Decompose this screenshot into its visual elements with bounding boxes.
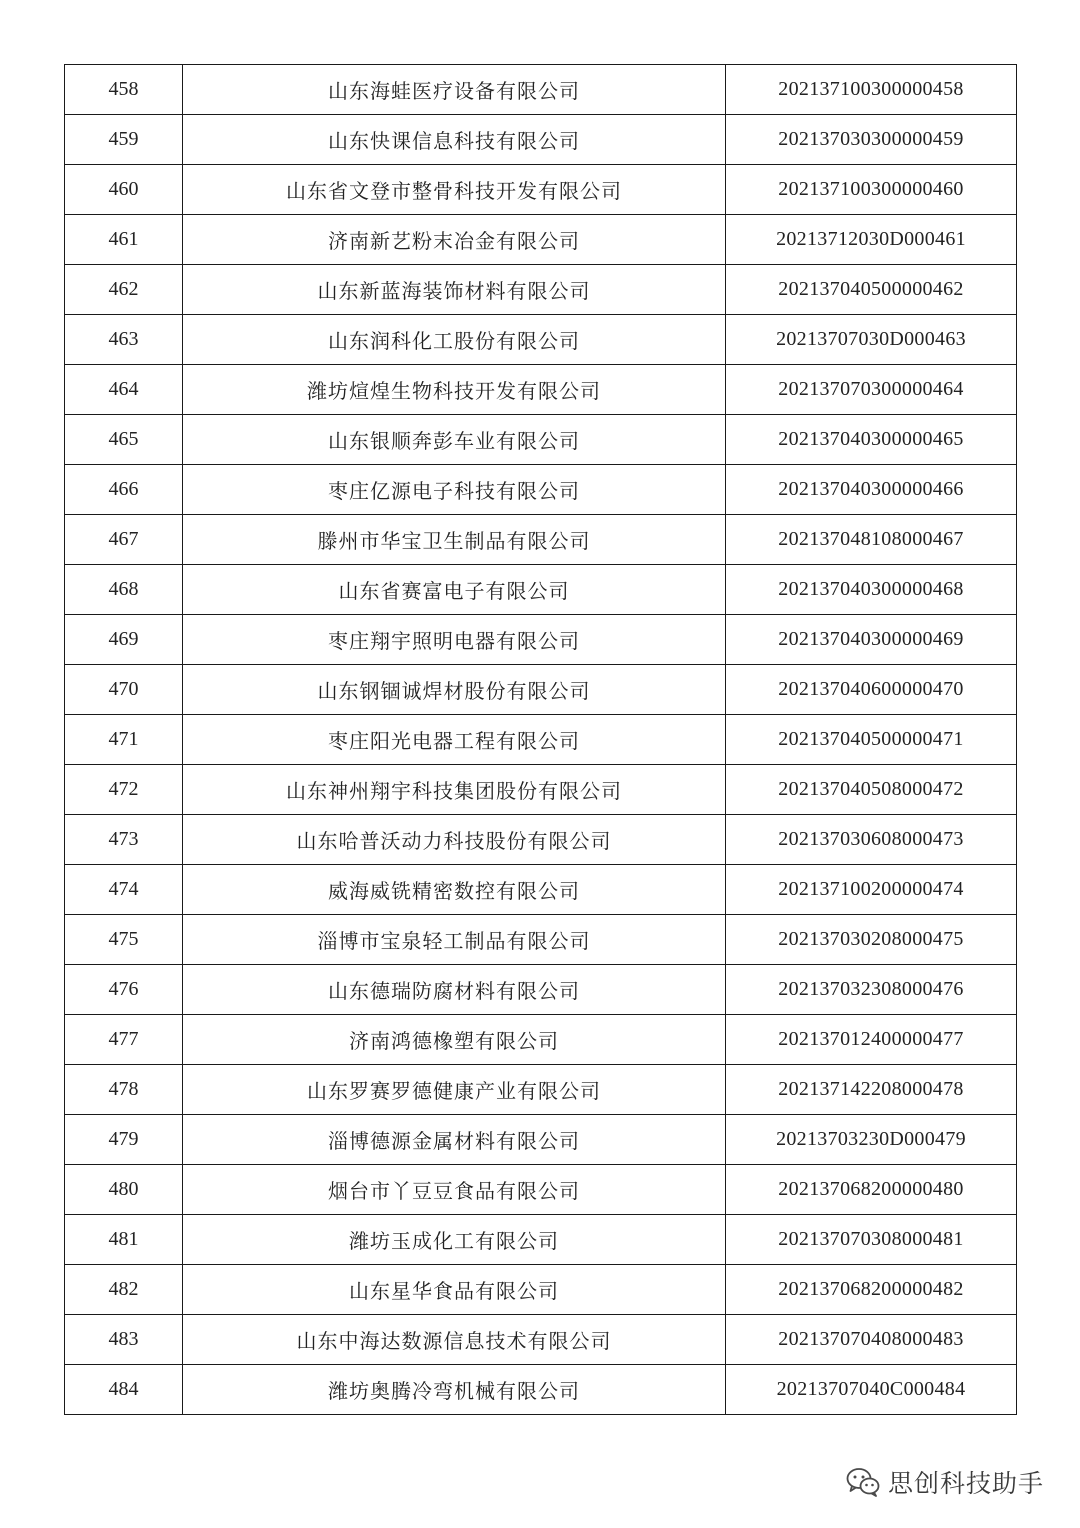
table-row xyxy=(65,215,1017,265)
row-number-cell: 469 xyxy=(65,615,183,665)
registration-code-cell: 20213707030D000463 xyxy=(726,315,1017,365)
enterprise-list-table xyxy=(64,64,1017,1415)
row-number-cell: 461 xyxy=(65,215,183,265)
company-name-cell: 济南鸿德橡塑有限公司 xyxy=(183,1015,726,1065)
table-row xyxy=(65,265,1017,315)
row-number-cell: 470 xyxy=(65,665,183,715)
registration-code-cell: 20213712030D000461 xyxy=(726,215,1017,265)
registration-code-cell: 20213707040C000484 xyxy=(726,1365,1017,1415)
registration-code-cell: 202137142208000478 xyxy=(726,1065,1017,1115)
registration-code-cell: 202137070408000483 xyxy=(726,1315,1017,1365)
registration-code-cell: 202137048108000467 xyxy=(726,515,1017,565)
registration-code-cell: 202137032308000476 xyxy=(726,965,1017,1015)
watermark xyxy=(846,1462,1044,1502)
table-row xyxy=(65,1165,1017,1215)
table-row xyxy=(65,515,1017,565)
row-number-cell: 460 xyxy=(65,165,183,215)
row-number-cell: 476 xyxy=(65,965,183,1015)
company-name-cell: 山东海蛙医疗设备有限公司 xyxy=(183,65,726,115)
company-name-cell: 山东省赛富电子有限公司 xyxy=(183,565,726,615)
company-name-cell: 枣庄阳光电器工程有限公司 xyxy=(183,715,726,765)
row-number-cell: 482 xyxy=(65,1265,183,1315)
registration-code-cell: 202137040300000466 xyxy=(726,465,1017,515)
registration-code-cell: 202137030608000473 xyxy=(726,815,1017,865)
wechat-icon xyxy=(846,1467,880,1497)
registration-code-cell: 202137100300000460 xyxy=(726,165,1017,215)
row-number-cell: 481 xyxy=(65,1215,183,1265)
company-name-cell: 山东银顺奔彭车业有限公司 xyxy=(183,415,726,465)
table-row xyxy=(65,65,1017,115)
registration-code-cell: 202137040300000465 xyxy=(726,415,1017,465)
company-name-cell: 山东省文登市整骨科技开发有限公司 xyxy=(183,165,726,215)
row-number-cell: 462 xyxy=(65,265,183,315)
row-number-cell: 458 xyxy=(65,65,183,115)
registration-code-cell: 202137030300000459 xyxy=(726,115,1017,165)
registration-code-cell: 202137040600000470 xyxy=(726,665,1017,715)
table-row xyxy=(65,1365,1017,1415)
company-name-cell: 山东新蓝海装饰材料有限公司 xyxy=(183,265,726,315)
registration-code-cell: 202137070300000464 xyxy=(726,365,1017,415)
company-name-cell: 潍坊奥腾冷弯机械有限公司 xyxy=(183,1365,726,1415)
registration-code-cell: 202137068200000480 xyxy=(726,1165,1017,1215)
company-name-cell: 枣庄亿源电子科技有限公司 xyxy=(183,465,726,515)
registration-code-cell: 202137040300000469 xyxy=(726,615,1017,665)
company-name-cell: 山东哈普沃动力科技股份有限公司 xyxy=(183,815,726,865)
company-name-cell: 潍坊煊煌生物科技开发有限公司 xyxy=(183,365,726,415)
table-row xyxy=(65,365,1017,415)
registration-code-cell: 202137040300000468 xyxy=(726,565,1017,615)
table-row xyxy=(65,315,1017,365)
table-row xyxy=(65,1065,1017,1115)
company-name-cell: 潍坊玉成化工有限公司 xyxy=(183,1215,726,1265)
row-number-cell: 479 xyxy=(65,1115,183,1165)
registration-code-cell: 202137040508000472 xyxy=(726,765,1017,815)
table-row xyxy=(65,465,1017,515)
row-number-cell: 467 xyxy=(65,515,183,565)
table-row xyxy=(65,1265,1017,1315)
company-name-cell: 滕州市华宝卫生制品有限公司 xyxy=(183,515,726,565)
registration-code-cell: 202137040500000462 xyxy=(726,265,1017,315)
row-number-cell: 459 xyxy=(65,115,183,165)
table-row xyxy=(65,965,1017,1015)
company-name-cell: 济南新艺粉末冶金有限公司 xyxy=(183,215,726,265)
table-row xyxy=(65,615,1017,665)
watermark-text: 思创科技助手 xyxy=(888,1469,1045,1498)
company-name-cell: 山东德瑞防腐材料有限公司 xyxy=(183,965,726,1015)
company-name-cell: 山东润科化工股份有限公司 xyxy=(183,315,726,365)
company-name-cell: 山东快课信息科技有限公司 xyxy=(183,115,726,165)
table-row xyxy=(65,1215,1017,1265)
row-number-cell: 473 xyxy=(65,815,183,865)
table-row xyxy=(65,665,1017,715)
company-name-cell: 枣庄翔宇照明电器有限公司 xyxy=(183,615,726,665)
row-number-cell: 471 xyxy=(65,715,183,765)
company-name-cell: 烟台市丫豆豆食品有限公司 xyxy=(183,1165,726,1215)
row-number-cell: 472 xyxy=(65,765,183,815)
row-number-cell: 478 xyxy=(65,1065,183,1115)
registration-code-cell: 202137012400000477 xyxy=(726,1015,1017,1065)
registration-code-cell: 20213703230D000479 xyxy=(726,1115,1017,1165)
registration-code-cell: 202137100300000458 xyxy=(726,65,1017,115)
table-row xyxy=(65,715,1017,765)
row-number-cell: 484 xyxy=(65,1365,183,1415)
company-name-cell: 山东罗赛罗德健康产业有限公司 xyxy=(183,1065,726,1115)
table-row xyxy=(65,165,1017,215)
company-name-cell: 山东中海达数源信息技术有限公司 xyxy=(183,1315,726,1365)
row-number-cell: 480 xyxy=(65,1165,183,1215)
registration-code-cell: 202137040500000471 xyxy=(726,715,1017,765)
row-number-cell: 465 xyxy=(65,415,183,465)
table-row xyxy=(65,115,1017,165)
row-number-cell: 474 xyxy=(65,865,183,915)
row-number-cell: 475 xyxy=(65,915,183,965)
row-number-cell: 468 xyxy=(65,565,183,615)
table-row xyxy=(65,1015,1017,1065)
table-row xyxy=(65,415,1017,465)
company-name-cell: 威海威铣精密数控有限公司 xyxy=(183,865,726,915)
table-body xyxy=(65,65,1017,1415)
company-name-cell: 淄博德源金属材料有限公司 xyxy=(183,1115,726,1165)
registration-code-cell: 202137030208000475 xyxy=(726,915,1017,965)
row-number-cell: 466 xyxy=(65,465,183,515)
table-row xyxy=(65,815,1017,865)
table-row xyxy=(65,765,1017,815)
registration-code-cell: 202137070308000481 xyxy=(726,1215,1017,1265)
row-number-cell: 463 xyxy=(65,315,183,365)
company-name-cell: 山东钢锢诚焊材股份有限公司 xyxy=(183,665,726,715)
registration-code-cell: 202137100200000474 xyxy=(726,865,1017,915)
table-row xyxy=(65,565,1017,615)
registration-code-cell: 202137068200000482 xyxy=(726,1265,1017,1315)
row-number-cell: 477 xyxy=(65,1015,183,1065)
table-row xyxy=(65,1315,1017,1365)
row-number-cell: 483 xyxy=(65,1315,183,1365)
table-row xyxy=(65,865,1017,915)
company-name-cell: 淄博市宝泉轻工制品有限公司 xyxy=(183,915,726,965)
company-name-cell: 山东神州翔宇科技集团股份有限公司 xyxy=(183,765,726,815)
company-name-cell: 山东星华食品有限公司 xyxy=(183,1265,726,1315)
row-number-cell: 464 xyxy=(65,365,183,415)
table-row xyxy=(65,1115,1017,1165)
table-row xyxy=(65,915,1017,965)
